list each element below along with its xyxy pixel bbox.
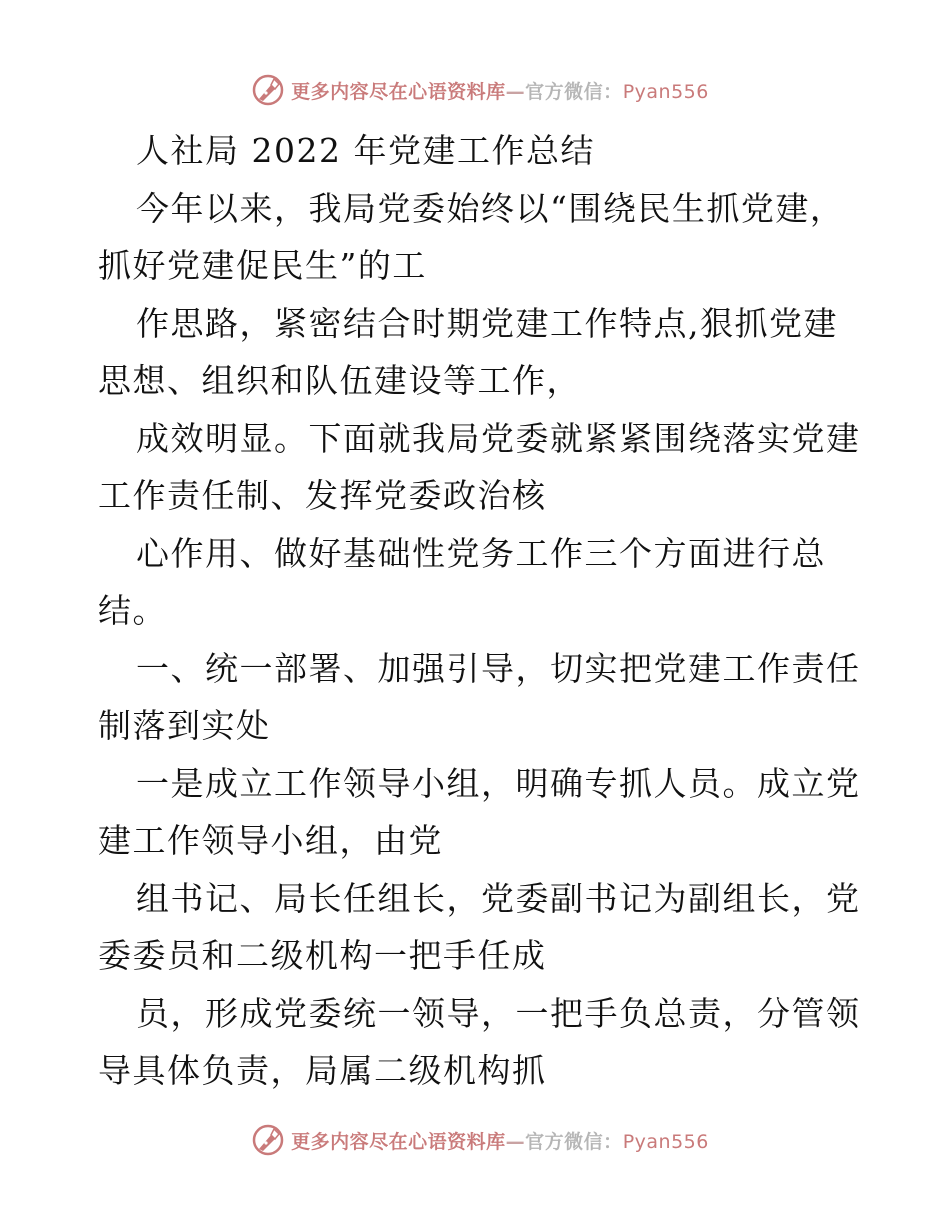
document-title: 人社局 2022 年党建工作总结 [136,131,595,170]
text-line: 心作用、做好基础性党务工作三个方面进行总 [136,533,826,573]
document-body [98,122,861,1100]
watermark-wechat-id: Pyan556 [622,80,709,103]
section-heading: 一、统一部署、加强引导，切实把党建工作责任 [136,648,861,688]
watermark-wechat-id: Pyan556 [622,1130,709,1153]
text-line: 思想、组织和队伍建设等工作， [98,361,581,400]
watermark-banner-inner [251,73,709,107]
watermark-banner-top [0,70,950,110]
pen-nib-logo-icon [251,1123,285,1157]
text-line: 员，形成党委统一领导，一把手负总责，分管领 [136,993,861,1033]
watermark-brand: 更多内容尽在心语资料库 [291,80,506,103]
text-line: 工作责任制、发挥党委政治核 [98,476,547,515]
watermark-brand: 更多内容尽在心语资料库 [291,1130,506,1153]
text-line: 今年以来，我局党委始终以“围绕民生抓党建， [136,188,845,228]
watermark-banner-inner [251,1123,709,1157]
text-line: 导具体负责，局属二级机构抓 [98,1051,547,1090]
text-line: 委委员和二级机构一把手任成 [98,936,547,975]
watermark-separator: — [505,1130,526,1153]
text-line: 作思路，紧密结合时期党建工作特点,狠抓党建 [136,303,838,343]
text-line: 组书记、局长任组长，党委副书记为副组长，党 [136,878,861,918]
watermark-label: 官方微信： [525,1130,623,1153]
text-line: 建工作领导小组，由党 [98,821,443,860]
text-line: 抓好党建促民生”的工 [98,246,427,285]
watermark-text [291,1127,709,1154]
text-line: 结。 [98,591,167,630]
watermark-text [291,77,709,104]
text-line: 一是成立工作领导小组，明确专抓人员。成立党 [136,763,861,803]
watermark-label: 官方微信： [525,80,623,103]
watermark-separator: — [505,80,526,103]
text-line: 成效明显。下面就我局党委就紧紧围绕落实党建 [136,418,861,458]
pen-nib-logo-icon [251,73,285,107]
watermark-banner-bottom [0,1120,950,1160]
section-heading-continued: 制落到实处 [98,706,271,745]
